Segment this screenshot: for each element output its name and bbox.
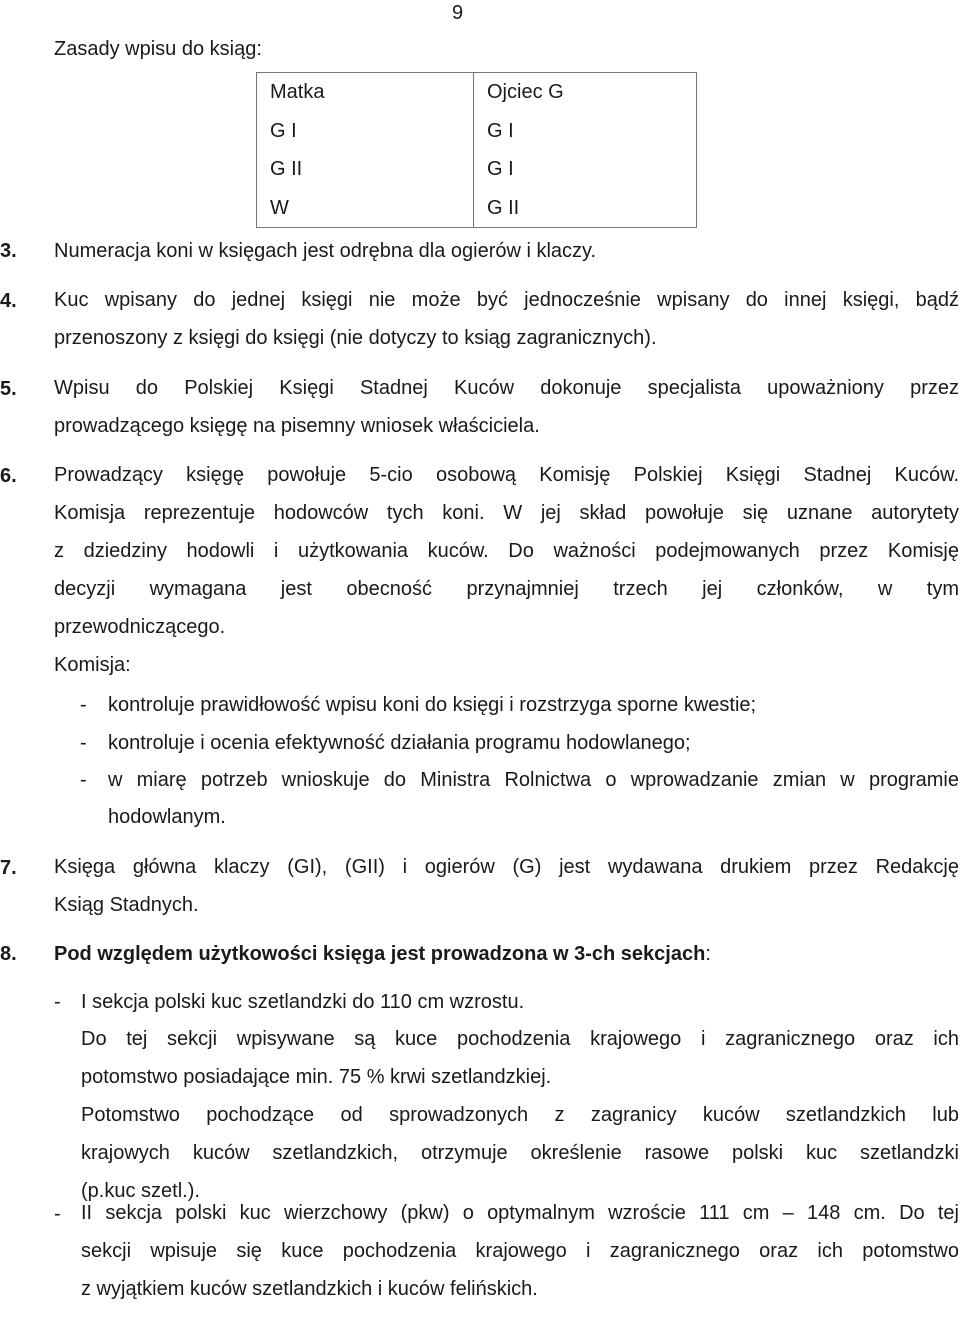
text-line: przewodniczącego. bbox=[54, 616, 226, 638]
text-line: Ksiąg Stadnych. bbox=[54, 894, 199, 916]
text-line: przenoszony z księgi do księgi (nie dotyczy to ksiąg zagranicznych). bbox=[54, 327, 657, 349]
table-row bbox=[257, 150, 697, 189]
item-paragraph bbox=[54, 456, 959, 684]
text-line: II sekcja polski kuc wierzchowy (pkw) o optymalnym wzroście 111 cm – 148 cm. Do tej bbox=[81, 1202, 959, 1224]
section-dash: - bbox=[54, 991, 61, 1013]
section-paragraph bbox=[81, 1020, 959, 1210]
text-line: Komisja reprezentuje hodowców tych koni. W jej skład powołuje się uznane autorytety bbox=[54, 502, 959, 524]
table-cell: G II bbox=[257, 150, 474, 189]
bullet-dash: - bbox=[80, 694, 87, 716]
text-line: Wpisu do Polskiej Księgi Stadnej Kuców dokonuje specjalista upoważniony przez bbox=[54, 377, 959, 399]
item-number: 3. bbox=[0, 240, 17, 262]
table-cell: G I bbox=[257, 112, 474, 151]
table-row bbox=[257, 189, 697, 228]
table-cell: G I bbox=[487, 158, 514, 180]
item-paragraph bbox=[54, 369, 959, 445]
bullet-text: w miarę potrzeb wnioskuje do Ministra Rolnictwa o wprowadzanie zmian w programie bbox=[108, 769, 959, 791]
table-cell: G II bbox=[487, 196, 520, 219]
section-paragraph bbox=[81, 1194, 959, 1308]
item-number: 5. bbox=[0, 378, 17, 400]
text-line: (p.kuc szetl.). bbox=[81, 1180, 200, 1202]
table-cell: W bbox=[257, 189, 474, 228]
table-cell: Matka bbox=[257, 73, 474, 112]
heading-bold: Pod względem użytkowości księga jest prowadzona w 3-ch sekcjach bbox=[54, 943, 706, 965]
bullet-dash: - bbox=[80, 732, 87, 754]
section-title: I sekcja polski kuc szetlandzki do 110 cm wzrostu. bbox=[81, 991, 525, 1013]
item-text: Numeracja koni w księgach jest odrębna dla ogierów i klaczy. bbox=[54, 240, 597, 262]
komisja-label: Komisja: bbox=[54, 654, 131, 676]
page-number: 9 bbox=[452, 2, 464, 24]
text-line: Potomstwo pochodzące od sprowadzonych z zagranicy kuców szetlandzkich lub bbox=[81, 1104, 959, 1126]
text-line: Kuc wpisany do jednej księgi nie może być jednocześnie wpisany do innej księgi, bądź bbox=[54, 289, 959, 311]
genealogy-table bbox=[256, 72, 697, 228]
text-line: decyzji wymagana jest obecność przynajmniej trzech jej członków, w tym bbox=[54, 578, 959, 600]
table-cell: Ojciec G bbox=[487, 81, 564, 103]
item-number: 4. bbox=[0, 290, 17, 312]
text-line: Do tej sekcji wpisywane są kuce pochodzenia krajowego i zagranicznego oraz ich bbox=[81, 1028, 959, 1050]
item-number: 7. bbox=[0, 857, 17, 879]
text-line: sekcji wpisuje się kuce pochodzenia krajowego i zagranicznego oraz ich potomstwo bbox=[81, 1240, 959, 1262]
text-line: z wyjątkiem kuców szetlandzkich i kuców felińskich. bbox=[81, 1278, 538, 1300]
text-line: Księga główna klaczy (GI), (GII) i ogierów (G) jest wydawana drukiem przez Redakcję bbox=[54, 856, 959, 878]
heading-colon: : bbox=[705, 943, 711, 965]
table-row bbox=[257, 112, 697, 151]
text-line: z dziedziny hodowli i użytkowania kuców. Do ważności podejmowanych przez Komisję bbox=[54, 540, 959, 562]
table-row bbox=[257, 73, 697, 112]
text-line: Prowadzący księgę powołuje 5-cio osobową Komisję Polskiej Księgi Stadnej Kuców. bbox=[54, 464, 959, 486]
section-title: Zasady wpisu do ksiąg: bbox=[54, 38, 262, 60]
item-paragraph bbox=[54, 281, 959, 357]
bullet-text-continuation: hodowlanym. bbox=[108, 806, 226, 828]
item-paragraph bbox=[54, 848, 959, 924]
section-dash: - bbox=[54, 1203, 61, 1225]
item-number: 6. bbox=[0, 465, 17, 487]
bullet-dash: - bbox=[80, 769, 87, 791]
bullet-text: kontroluje i ocenia efektywność działania programu hodowlanego; bbox=[108, 732, 691, 754]
text-line: potomstwo posiadające min. 75 % krwi szetlandzkiej. bbox=[81, 1066, 552, 1088]
item-heading bbox=[54, 943, 711, 966]
text-line: krajowych kuców szetlandzkich, otrzymuje określenie rasowe polski kuc szetlandzki bbox=[81, 1142, 959, 1164]
text-line: prowadzącego księgę na pisemny wniosek właściciela. bbox=[54, 415, 540, 437]
table-cell: G I bbox=[487, 119, 514, 142]
bullet-text: kontroluje prawidłowość wpisu koni do księgi i rozstrzyga sporne kwestie; bbox=[108, 694, 757, 716]
item-number: 8. bbox=[0, 943, 17, 965]
